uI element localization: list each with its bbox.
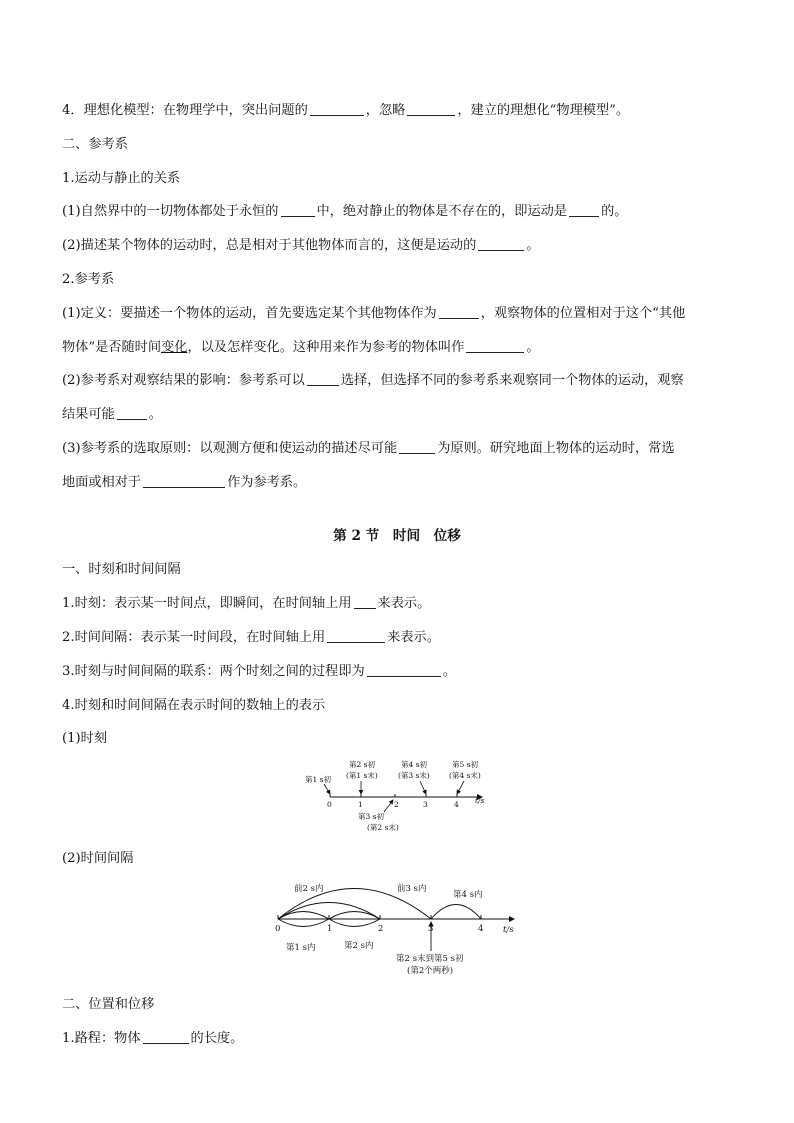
- text: ，建立的理想化“物理模型”。: [457, 103, 630, 118]
- tick-label: 4: [478, 923, 484, 934]
- text: 3.时刻与时间间隔的联系：两个时刻之间的过程即为: [62, 663, 365, 679]
- text: 选择，但选择不同的参考系来观察同一个物体的运动，观察: [340, 373, 684, 389]
- arc-second-s: [329, 919, 380, 927]
- fill-blank[interactable]: [281, 202, 315, 217]
- text: 4．理想化模型：在物理学中，突出问题的: [62, 103, 308, 118]
- fill-blank[interactable]: [354, 594, 376, 609]
- tick-label: 3: [423, 800, 428, 810]
- fill-blank[interactable]: [367, 662, 441, 677]
- text: 。: [148, 407, 162, 423]
- fill-blank[interactable]: [439, 304, 479, 319]
- text: 作为参考系。: [227, 474, 307, 490]
- item-relation: [62, 655, 732, 689]
- arc-fourth-s: [431, 904, 481, 919]
- label-s2-start-alt: (第1 s末): [346, 771, 378, 781]
- text: ，忽略: [365, 103, 406, 118]
- figure-2-caption: (2)时间间隔: [62, 851, 134, 867]
- text: (2)描述某个物体的运动时，总是相对于其他物体而言的，这便是运动的: [62, 238, 477, 254]
- label-first-2s: 前2 s内: [294, 883, 324, 894]
- item-path-length: [62, 1022, 732, 1056]
- paragraph-5-cont: [62, 466, 732, 500]
- fill-blank[interactable]: [407, 101, 455, 116]
- text: 结果可能: [62, 407, 115, 423]
- label-s5-start-alt: (第4 s末): [449, 771, 481, 781]
- label-between-alt: (第2个两秒): [407, 965, 454, 976]
- label-s2-start: 第2 s初: [349, 760, 376, 770]
- figure-1-caption: (1)时刻: [62, 731, 108, 747]
- label-s5-start: 第5 s初: [452, 760, 479, 770]
- tick-label: 2: [394, 800, 399, 810]
- intervals-timeline-svg: [62, 876, 732, 988]
- text: (1)自然界中的一切物体都处于永恒的: [62, 204, 279, 220]
- heading-reference-frame: 二、参考系: [62, 136, 128, 152]
- text: 来表示。: [387, 629, 440, 645]
- figure-intervals: [62, 876, 732, 988]
- axis-label: t/s: [503, 924, 514, 935]
- text: ，观察物体的位置相对于这个“其他: [480, 305, 686, 321]
- label-between: 第2 s末到第5 s初: [396, 953, 464, 964]
- label-first-3s: 前3 s内: [397, 883, 427, 894]
- fill-blank[interactable]: [143, 473, 225, 488]
- fill-blank[interactable]: [478, 236, 524, 251]
- tick-label: 0: [275, 923, 281, 934]
- heading-moments: 一、时刻和时间间隔: [62, 562, 181, 578]
- text: (3)参考系的选取原则：以观测方便和使运动的描述尽可能: [62, 440, 398, 456]
- figure-moments: [62, 756, 732, 842]
- text: 1.时刻：表示某一时间点，即瞬间，在时间轴上用: [62, 596, 352, 612]
- fill-blank[interactable]: [569, 202, 599, 217]
- text: 。: [526, 238, 540, 254]
- pointer-arrow: [420, 781, 426, 794]
- text: (2)参考系对观察结果的影响：参考系可以: [62, 373, 305, 389]
- fill-blank[interactable]: [327, 628, 385, 643]
- text: (1)定义：要描述一个物体的运动，首先要选定某个其他物体作为: [62, 305, 437, 321]
- section-title-time-displacement: 第 2 节 时间 位移: [333, 527, 461, 544]
- text: 。: [526, 339, 540, 355]
- text: 。: [442, 663, 456, 679]
- label-fourth-s: 第4 s内: [453, 889, 483, 900]
- pointer-arrow: [384, 800, 393, 812]
- pointer-arrow: [457, 781, 464, 794]
- label-s4-start: 第4 s初: [401, 760, 428, 770]
- paragraph-5: [62, 432, 732, 466]
- text: 地面或相对于: [62, 474, 142, 490]
- text: 1.路程：物体: [62, 1030, 141, 1046]
- underlined-text: 变化: [161, 339, 188, 355]
- fill-blank[interactable]: [143, 1029, 189, 1044]
- text: 的。: [601, 204, 628, 220]
- item-moment: [62, 587, 732, 621]
- heading-position-displacement: 二、位置和位移: [62, 996, 155, 1012]
- item-4-idealized-model: [62, 94, 732, 128]
- moments-timeline-svg: [62, 756, 732, 842]
- document-page: [62, 94, 732, 1056]
- tick-label: 1: [327, 923, 333, 934]
- arc-second-s-upper: [329, 911, 380, 919]
- fill-blank[interactable]: [310, 101, 364, 116]
- tick-label: 3: [428, 923, 434, 934]
- subheading-motion-rest: 1.运动与静止的关系: [62, 170, 181, 186]
- item-interval: [62, 621, 732, 655]
- paragraph-4-cont: [62, 398, 732, 432]
- label-first-s: 第1 s内: [286, 942, 316, 953]
- label-s1-start: 第1 s初: [305, 775, 332, 785]
- tick-label: 2: [378, 923, 384, 934]
- tick-label: 0: [327, 800, 332, 810]
- pointer-arrow: [324, 784, 330, 794]
- text: 的长度。: [190, 1030, 244, 1046]
- text: ，以及怎样变化。这种用来作为参考的物体叫作: [187, 339, 465, 355]
- arc-first-s: [278, 919, 329, 927]
- label-s3-start-alt: (第2 s末): [367, 823, 399, 833]
- paragraph-4: [62, 364, 732, 398]
- paragraph-3: [62, 297, 732, 331]
- axis-label: t/s: [475, 796, 485, 806]
- text: 物体”是否随时间: [62, 339, 162, 355]
- text: 2.时间间隔：表示某一时间段，在时间轴上用: [62, 629, 326, 645]
- paragraph-1: [62, 195, 732, 229]
- paragraph-3-cont: [62, 331, 732, 365]
- fill-blank[interactable]: [399, 439, 435, 454]
- paragraph-2: [62, 229, 732, 263]
- fill-blank[interactable]: [117, 405, 147, 420]
- text: 来表示。: [377, 596, 431, 612]
- subheading-reference-frame: 2.参考系: [62, 271, 115, 287]
- fill-blank[interactable]: [466, 338, 524, 353]
- label-s4-start-alt: (第3 s末): [398, 771, 430, 781]
- fill-blank[interactable]: [307, 371, 339, 386]
- label-s3-start: 第3 s初: [358, 812, 385, 822]
- item-axis-representation: 4.时刻和时间间隔在表示时间的数轴上的表示: [62, 697, 326, 713]
- label-second-s: 第2 s内: [344, 940, 374, 951]
- tick-label: 4: [454, 800, 459, 810]
- tick-label: 1: [358, 800, 363, 810]
- text: 为原则。研究地面上物体的运动时，常选: [437, 440, 675, 456]
- text: 中，绝对静止的物体是不存在的，即运动是: [316, 204, 568, 220]
